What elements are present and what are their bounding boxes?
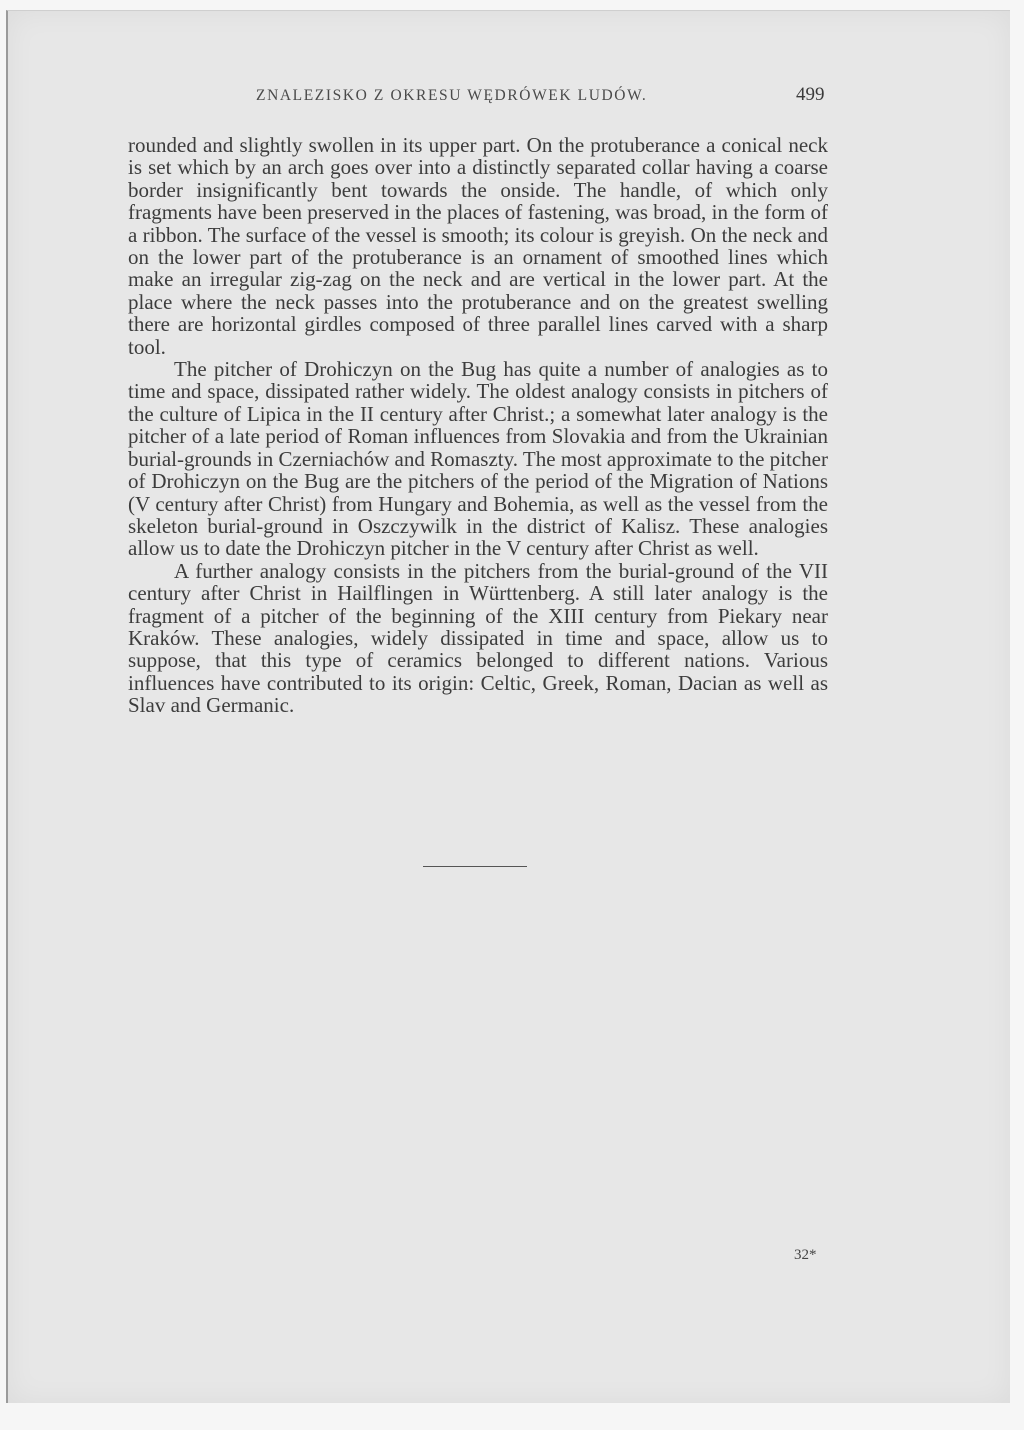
paragraph-analogies: The pitcher of Drohiczyn on the Bug has quite a number of analogies as to time and space, dissipated rather widely. The oldest analogy consists in pitchers of the culture of Lipica in the II century after Christ.; a somewhat later analogy is the pitcher of a late period of Roman influences from Slovakia and from the Ukrainian burial-grounds in Czerniachów and Romaszty. The most approximate to the pitcher of Drohiczyn on the Bug are the pitchers of the period of the Migration of Nations (V century after Christ) from Hungary and Bohemia, as well as the vessel from the skeleton burial-ground in Oszczywilk in the district of Kalisz. These analogies allow us to date the Drohiczyn pitcher in the V century after Christ as well. (128, 357, 828, 561)
running-title: ZNALEZISKO Z OKRESU WĘDRÓWEK LUDÓW. (256, 87, 648, 104)
paragraph-vessel-description: rounded and slightly swollen in its upper part. On the protuberance a conical neck is set which by an arch goes over into a distinctly separated collar having a coarse border insignificantly bent towards the onside. The handle, of which only fragments have been preserved in the places of fastening, was broad, in the form of a ribbon. The surface of the vessel is smooth; its colour is greyish. On the neck and on the lower part of the protuberance is an ornament of smoothed lines which make an irregular zig-zag on the neck and are vertical in the lower part. At the place where the neck passes into the protuberance and on the greatest swelling there are horizontal girdles composed of three parallel lines carved with a sharp tool. (128, 133, 828, 359)
paragraph-further-analogy: A further analogy consists in the pitchers from the burial-ground of the VII century after Christ in Hailflingen in Württenberg. A still later analogy is the fragment of a pitcher of the beginning of the XIII century from Piekary near Kraków. These analogies, widely dissipated in time and space, allow us to suppose, that this type of ceramics belonged to different nations. Various influences have contributed to its origin: Celtic, Greek, Roman, Dacian as well as Slav and Germanic. (128, 558, 828, 718)
body-text (128, 134, 828, 717)
page-number: 499 (796, 84, 825, 105)
printer-signature-mark: 32* (794, 1247, 817, 1263)
section-divider (423, 866, 527, 867)
